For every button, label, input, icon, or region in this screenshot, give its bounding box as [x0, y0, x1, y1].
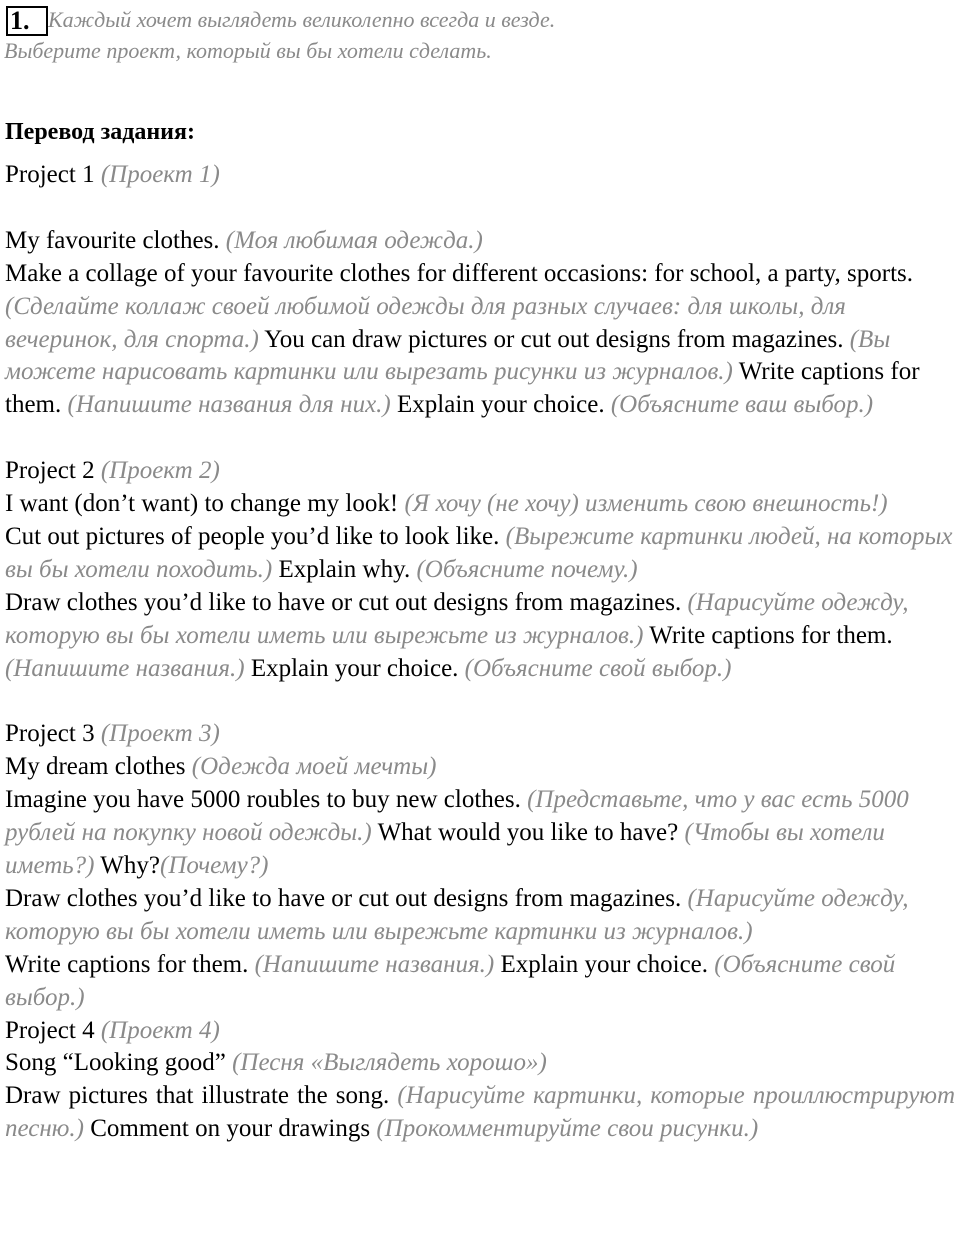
project-3-name: My dream clothes (Одежда моей мечты) — [5, 753, 437, 781]
project-2-name: I want (don’t want) to change my look! (Я хочу (не хочу) изменить свою внешность!) — [5, 490, 888, 518]
project-3-title: Project 3 (Проект 3) — [5, 720, 220, 748]
spacer — [5, 422, 955, 455]
task-number-box: 1. — [6, 6, 48, 36]
translation-body — [5, 159, 955, 1146]
spacer — [5, 685, 955, 718]
project-4-name: Song “Looking good” (Песня «Выглядеть хорошо») — [5, 1049, 547, 1077]
spacer — [5, 192, 955, 225]
project-2-title: Project 2 (Проект 2) — [5, 457, 220, 485]
project-2-description: Cut out pictures of people you’d like to look like. (Вырежите картинки людей, на которых вы бы хотели походить.) Explain why. (Объясните почему.) — [5, 522, 953, 583]
project-3-instructions: Draw clothes you’d like to have or cut out designs from magazines. (Нарисуйте одежду, которую вы бы хотели иметь или вырежьте картинки из журналов.) — [5, 884, 909, 945]
project-4-title: Project 4 (Проект 4) — [5, 1016, 220, 1044]
task-instruction-line-1: Каждый хочет выглядеть великолепно всегда и везде. — [48, 7, 556, 32]
project-2-instructions: Draw clothes you’d like to have or cut out designs from magazines. (Нарисуйте одежду, которую вы бы хотели иметь или вырежьте из журналов.) Write captions for them. (Напишите названия.) Explain your choice. (Объясните свой выбор.) — [5, 588, 909, 682]
project-1-description: Make a collage of your favourite clothes for different occasions: for school, a party, sports. (Сделайте коллаж своей любимой одежды для разных случаев: для школы, для вечеринок, для спорта.) You can draw pictures or cut out designs from magazines. (Вы можете нарисовать картинки или вырезать рисунки из журналов.) Write captions for them. (Напишите названия для них.) Explain your choice. (Объясните ваш выбор.) — [5, 259, 920, 419]
project-3-closing: Write captions for them. (Напишите названия.) Explain your choice. (Объясните свой выбор.) — [5, 950, 896, 1011]
project-1-title: Project 1 (Проект 1) — [5, 161, 220, 188]
task-instruction — [4, 4, 954, 66]
project-3-description: Imagine you have 5000 roubles to buy new clothes. (Представьте, что у вас есть 5000 рублей на покупку новой одежды.) What would you like to have? (Чтобы вы хотели иметь?) Why?(Почему?) — [5, 786, 909, 879]
project-1-name: My favourite clothes. (Моя любимая одежда.) — [5, 226, 483, 254]
task-instruction-line-2: Выберите проект, который вы бы хотели сделать. — [4, 38, 492, 63]
task-header — [4, 4, 954, 66]
project-4-description: Draw pictures that illustrate the song. (Нарисуйте картинки, которые проиллюстрируют песню.) Comment on your drawings (Прокомментируйте свои рисунки.) — [5, 1082, 955, 1143]
section-heading: Перевод задания: — [5, 119, 195, 145]
